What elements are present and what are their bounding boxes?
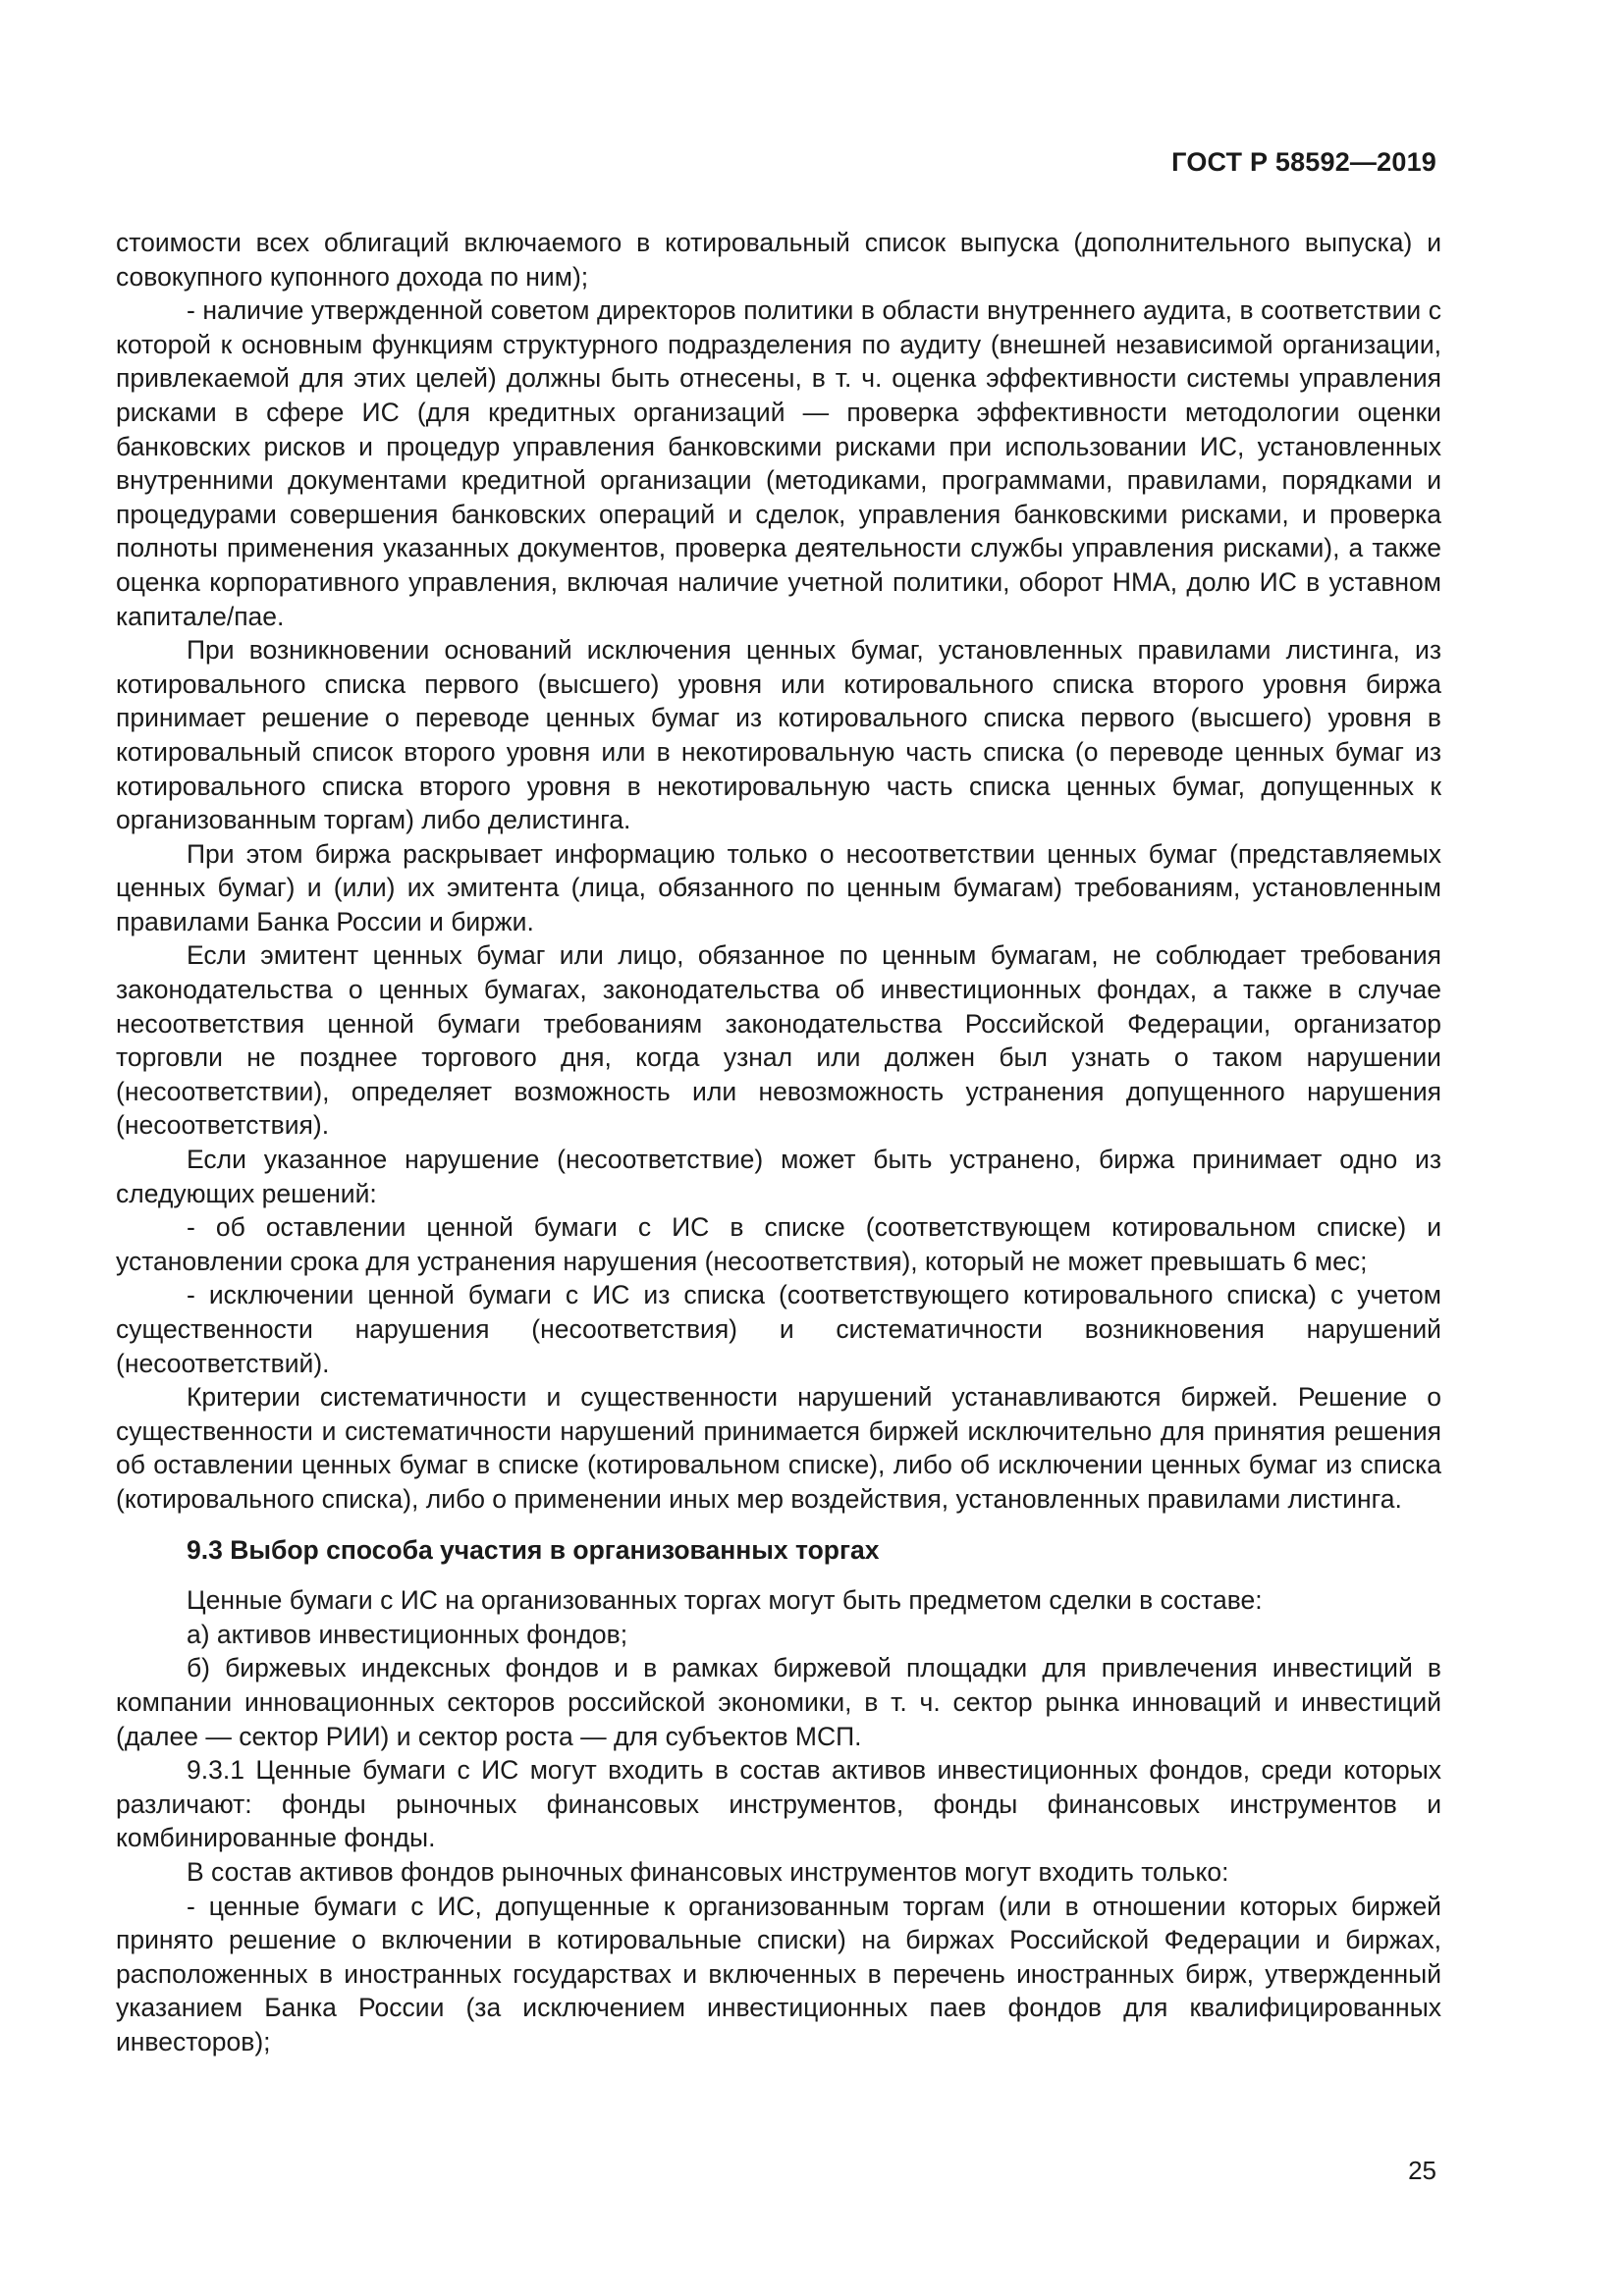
paragraph: б) биржевых индексных фондов и в рамках биржевой площадки для привлечения инвестиций в компании инновационных секторов российской экономики, в т. ч. сектор рынка инноваций и инвестиций (далее — сектор РИИ) и сектор роста — для субъектов МСП. [116,1653,1441,1751]
paragraph: - исключении ценной бумаги с ИС из списка (соответствующего котировального списка) с учетом существенности нарушения (несоответствия) и систематичности возникновения нарушений (несоответствий). [116,1280,1441,1378]
paragraph: Критерии систематичности и существенности нарушений устанавливаются биржей. Решение о существенности и систематичности нарушений принимается биржей исключительно для принятия решения об оставлении ценных бумаг в списке (котировальном списке), либо об исключении ценных бумаг из списка (котировального списка), либо о применении иных мер воздействия, установленных правилами листинга. [116,1382,1441,1514]
document-body [116,226,1441,2058]
paragraph: - наличие утвержденной советом директоров политики в области внутреннего аудита, в соответствии с которой к основным функциям структурного подразделения по аудиту (внешней независимой организации, привлекаемой для этих целей) должны быть отнесены, в т. ч. оценка эффективности системы управления рисками в сфере ИС (для кредитных организаций — проверка эффективности методологии оценки банковских рисков и процедур управления банковскими рисками при использовании ИС, установленных внутренними документами кредитной организации (методиками, программами, правилами, порядками и процедурами совершения банковских операций и сделок, управления банковскими рисками, и проверка полноты применения указанных документов, проверка деятельности службы управления рисками), а также оценка корпоративного управления, включая наличие учетной политики, оборот НМА, долю ИС в уставном капитале/пае. [116,295,1441,631]
paragraph: а) активов инвестиционных фондов; [187,1619,628,1649]
page-number: 25 [1408,2156,1436,2185]
section-heading: 9.3 Выбор способа участия в организованных торгах [187,1534,880,1565]
paragraph: Если эмитент ценных бумаг или лицо, обязанное по ценным бумагам, не соблюдает требования законодательства о ценных бумагах, законодательства об инвестиционных фондах, а также в случае несоответствия ценной бумаги требованиям законодательства Российской Федерации, организатор торговли не позднее торгового дня, когда узнал или должен был узнать о таком нарушении (несоответствии), определяет возможность или невозможность устранения допущенного нарушения (несоответствия). [116,940,1441,1141]
paragraph: Ценные бумаги с ИС на организованных торгах могут быть предметом сделки в составе: [187,1585,1263,1616]
standard-header: ГОСТ Р 58592—2019 [1171,147,1436,177]
paragraph: В состав активов фондов рыночных финансовых инструментов могут входить только: [187,1856,1229,1887]
paragraph: стоимости всех облигаций включаемого в котировальный список выпуска (дополнительного выпуска) и совокупного купонного дохода по ним); [116,228,1441,292]
paragraph: При возникновении оснований исключения ценных бумаг, установленных правилами листинга, из котировального списка первого (высшего) уровня или котировального списка второго уровня биржа принимает решение о переводе ценных бумаг из котировального списка первого (высшего) уровня в котировальный список второго уровня или в некотировальную часть списка (о переводе ценных бумаг из котировального списка второго уровня в некотировальную часть списка ценных бумаг, допущенных к организованным торгам) либо делистинга. [116,635,1441,835]
paragraph: 9.3.1 Ценные бумаги с ИС могут входить в состав активов инвестиционных фондов, среди которых различают: фонды рыночных финансовых инструментов, фонды финансовых инструментов и комбинированные фонды. [116,1755,1441,1853]
paragraph: Если указанное нарушение (несоответствие) может быть устранено, биржа принимает одно из следующих решений: [116,1145,1441,1208]
paragraph: При этом биржа раскрывает информацию только о несоответствии ценных бумаг (представляемых ценных бумаг) и (или) их эмитента (лица, обязанного по ценным бумагам) требованиям, установленным правилами Банка России и биржи. [116,838,1441,936]
paragraph: - ценные бумаги с ИС, допущенные к организованным торгам (или в отношении которых биржей принято решение о включении в котировальные списки) на биржах Российской Федерации и биржах, расположенных в иностранных государствах и включенных в перечень иностранных бирж, утвержденный указанием Банка России (за исключением инвестиционных паев фондов для квалифицированных инвесторов); [116,1891,1441,2056]
paragraph: - об оставлении ценной бумаги с ИС в списке (соответствующем котировальном списке) и установлении срока для устранения нарушения (несоответствия), который не может превышать 6 мес; [116,1212,1441,1276]
